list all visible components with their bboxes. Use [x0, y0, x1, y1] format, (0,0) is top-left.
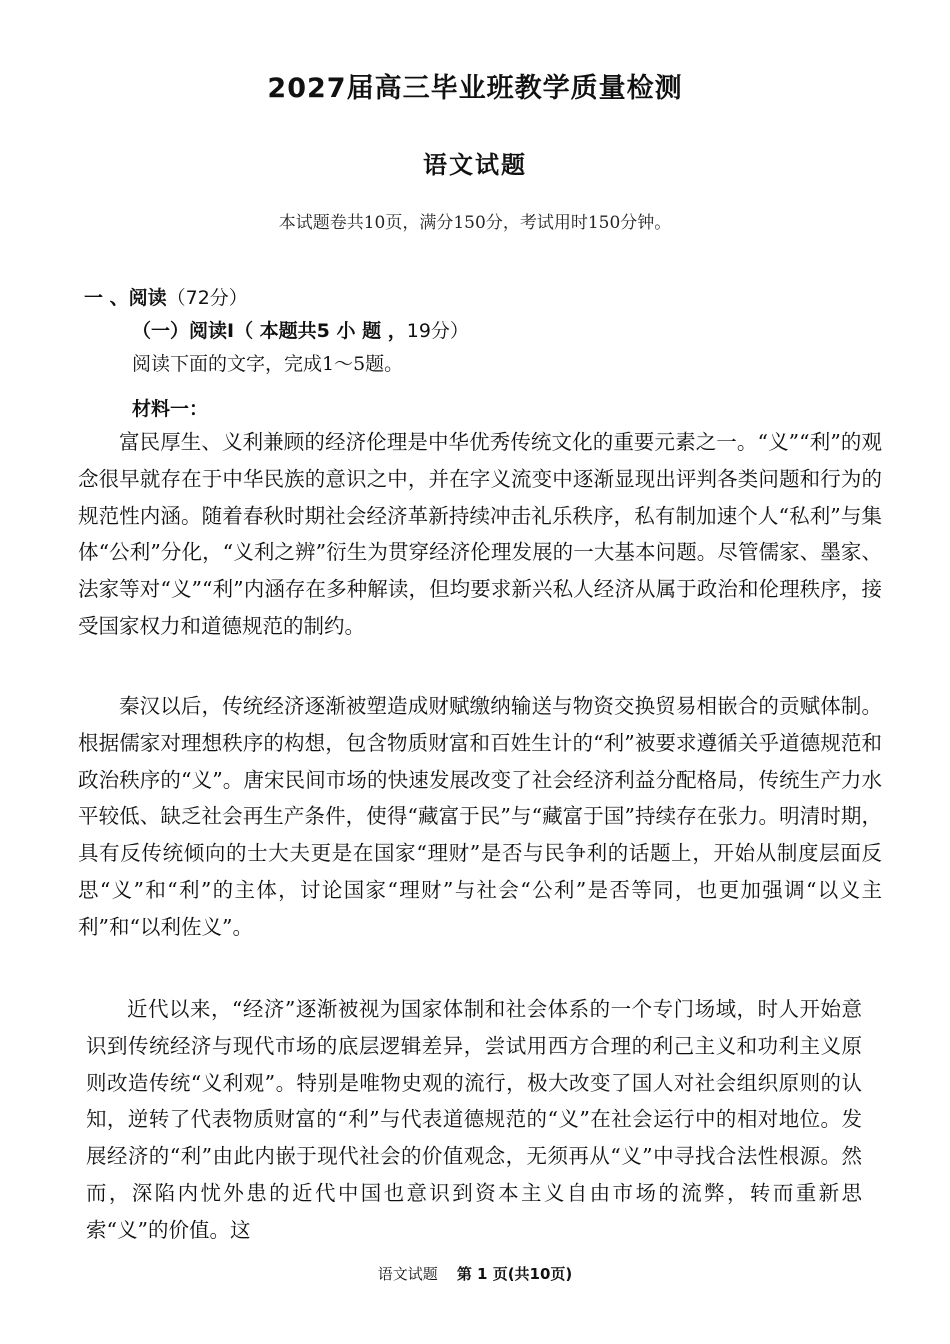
subsection-heading-label: （一）阅读I（ 本题共5 小 题 ， — [132, 320, 407, 342]
section-heading-label: 一 、阅读 — [84, 287, 167, 309]
footer-subject: 语文试题 — [377, 1265, 438, 1283]
exam-info: 本试题卷共10页，满分150分，考试用时150分钟。 — [278, 213, 672, 233]
subsection-heading — [132, 316, 469, 343]
reading-instruction: 阅读下面的文字，完成1～5题。 — [132, 353, 404, 375]
page-footer — [0, 1263, 950, 1284]
material-label: 材料一： — [132, 398, 209, 420]
section-heading-score: （72分） — [166, 287, 248, 309]
paragraph-1: 富民厚生、义利兼顾的经济伦理是中华优秀传统文化的重要元素之一。“义”“利”的观念很早就存在于中华民族的意识之中，并在字义流变中逐渐显现出评判各类问题和行为的规范性内涵。随着春秋时期社会经济革新持续冲击礼乐秩序，私有制加速个人“私利”与集体“公利”分化，“义利之辨”衍生为贯穿经济伦理发展的一大基本问题。尽管儒家、墨家、法家等对“义”“利”内涵存在多种解读，但均要求新兴私人经济从属于政治和伦理秩序，接受国家权力和道德规范的制约。 — [78, 430, 882, 638]
paragraph-3: 近代以来，“经济”逐渐被视为国家体制和社会体系的一个专门场域，时人开始意识到传统经济与现代市场的底层逻辑差异，尝试用西方合理的利己主义和功利主义原则改造传统“义利观”。特别是唯物史观的流行，极大改变了国人对社会组织原则的认知，逆转了代表物质财富的“利”与代表道德规范的“义”在社会运行中的相对地位。发展经济的“利”由此内嵌于现代社会的价值观念，无须再从“义”中寻找合法性根源。然而，深陷内忧外患的近代中国也意识到资本主义自由市场的流弊，转而重新思索“义”的价值。这 — [86, 997, 862, 1242]
section-heading — [84, 283, 248, 310]
exam-title: 2027届高三毕业班教学质量检测 — [267, 73, 683, 104]
footer-page-number: 第 1 页(共10页) — [456, 1265, 573, 1283]
subject-title: 语文试题 — [423, 151, 527, 179]
paragraph-2: 秦汉以后，传统经济逐渐被塑造成财赋缴纳输送与物资交换贸易相嵌合的贡赋体制。根据儒家对理想秩序的构想，包含物质财富和百姓生计的“利”被要求遵循关乎道德规范和政治秩序的“义”。唐宋民间市场的快速发展改变了社会经济利益分配格局，传统生产力水平较低、缺乏社会再生产条件，使得“藏富于民”与“藏富于国”持续存在张力。明清时期，具有反传统倾向的士大夫更是在国家“理财”是否与民争利的话题上，开始从制度层面反思“义”和“利”的主体，讨论国家“理财”与社会“公利”是否等同，也更加强调“以义主利”和“以利佐义”。 — [78, 694, 882, 939]
subsection-heading-score: 19分） — [406, 320, 469, 342]
